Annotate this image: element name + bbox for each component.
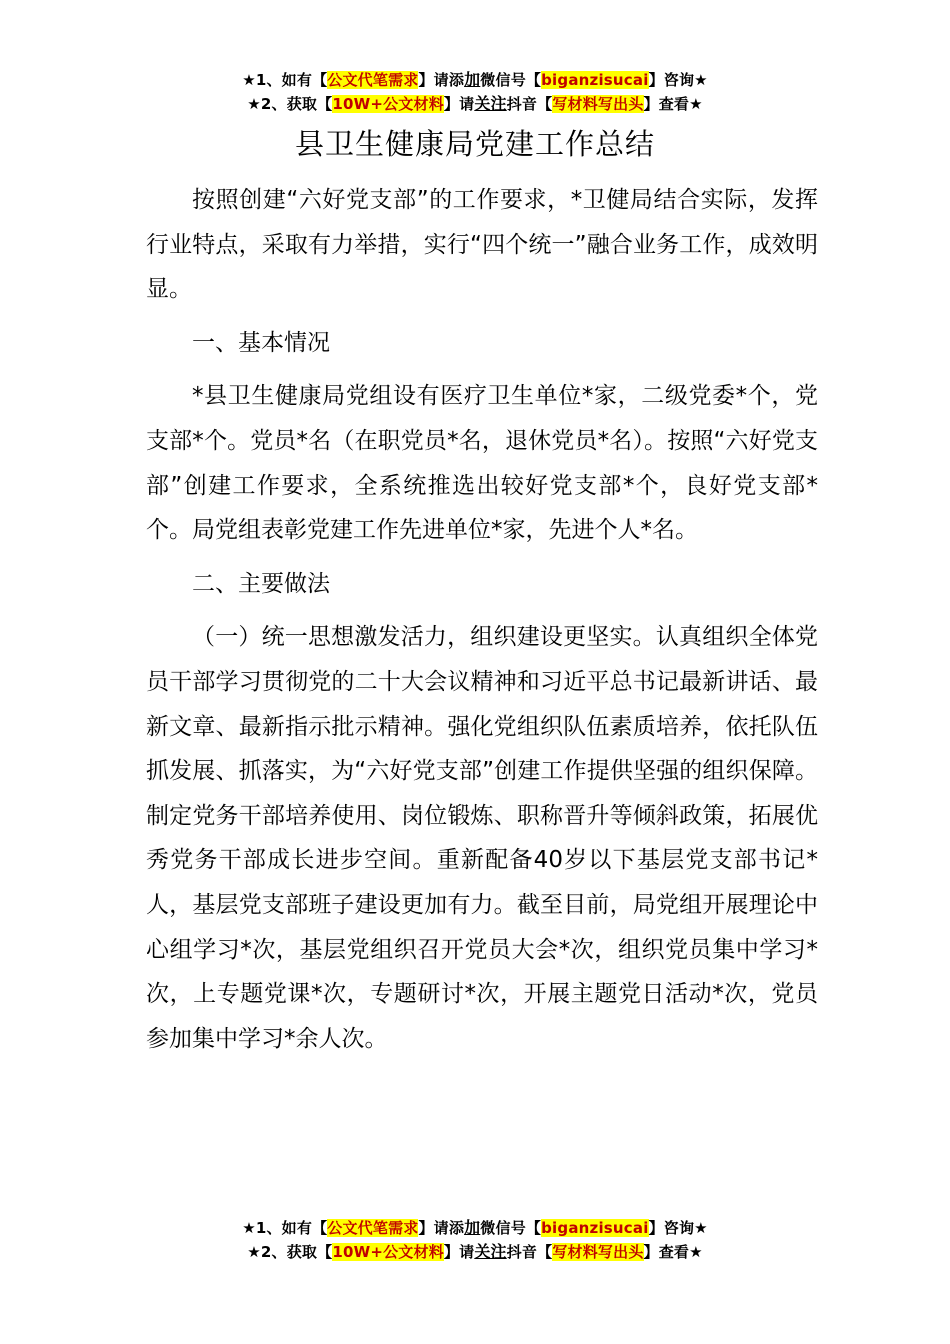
banner-line-1 [0, 68, 950, 92]
banner-text: ★1、如有【 [242, 71, 328, 89]
banner-text: 】咨询★ [648, 71, 708, 89]
footer-banner [0, 1216, 950, 1264]
highlight-service: 公文代笔需求 [327, 71, 419, 89]
banner-line-1 [0, 1216, 950, 1240]
banner-text: 微信号【 [480, 71, 542, 89]
banner-text: 】请 [443, 1243, 475, 1261]
basic-info-paragraph: *县卫生健康局党组设有医疗卫生单位*家，二级党委*个，党支部*个。党员*名（在职党员*名，退休党员*名）。按照“六好党支部”创建工作要求，全系统推选出较好党支部*个，良好党支部*个。局党组表彰党建工作先进单位*家，先进个人*名。 [146, 383, 818, 544]
banner-underlined: 加 [464, 70, 481, 89]
section-heading-basic: 一、基本情况 [192, 329, 330, 356]
highlight-wechat-id: biganzisucai [541, 1219, 649, 1237]
banner-text: 抖音【 [506, 1243, 553, 1261]
highlight-materials: 10W+公文材料 [332, 95, 444, 113]
intro-paragraph: 按照创建“六好党支部”的工作要求，*卫健局结合实际，发挥行业特点，采取有力举措，实行“四个统一”融合业务工作，成效明显。 [146, 187, 818, 303]
section-heading-methods: 二、主要做法 [192, 570, 330, 597]
highlight-service: 公文代笔需求 [327, 1219, 419, 1237]
document-body [146, 178, 818, 1070]
banner-text: 微信号【 [480, 1219, 542, 1237]
banner-text: 】查看★ [643, 1243, 703, 1261]
document-title: 县卫生健康局党建工作总结 [294, 127, 655, 161]
highlight-wechat-id: biganzisucai [541, 71, 649, 89]
banner-text: 】请添 [418, 1219, 465, 1237]
banner-text: 】咨询★ [648, 1219, 708, 1237]
banner-text: 抖音【 [506, 95, 553, 113]
highlight-materials: 10W+公文材料 [332, 1243, 444, 1261]
banner-underlined: 关注 [474, 94, 507, 113]
banner-underlined: 关注 [474, 1242, 507, 1261]
banner-line-2 [0, 1240, 950, 1264]
banner-underlined: 加 [464, 1218, 481, 1237]
highlight-douyin: 写材料写出头 [552, 95, 644, 113]
banner-text: ★1、如有【 [242, 1219, 328, 1237]
banner-text: 】请 [443, 95, 475, 113]
methods-paragraph-1: （一）统一思想激发活力，组织建设更坚实。认真组织全体党员干部学习贯彻党的二十大会议精神和习近平总书记最新讲话、最新文章、最新指示批示精神。强化党组织队伍素质培养，依托队伍抓发展、抓落实，为“六好党支部”创建工作提供坚强的组织保障。制定党务干部培养使用、岗位锻炼、职称晋升等倾斜政策，拓展优秀党务干部成长进步空间。重新配备40岁以下基层党支部书记*人，基层党支部班子建设更加有力。截至目前，局党组开展理论中心组学习*次，基层党组织召开党员大会*次，组织党员集中学习*次，上专题党课*次，专题研讨*次，开展主题党日活动*次，党员参加集中学习*余人次。 [146, 624, 818, 1052]
highlight-douyin: 写材料写出头 [552, 1243, 644, 1261]
header-banner [0, 68, 950, 116]
banner-text: ★2、获取【 [247, 95, 333, 113]
banner-text: 】查看★ [643, 95, 703, 113]
banner-line-2 [0, 92, 950, 116]
banner-text: 】请添 [418, 71, 465, 89]
banner-text: ★2、获取【 [247, 1243, 333, 1261]
